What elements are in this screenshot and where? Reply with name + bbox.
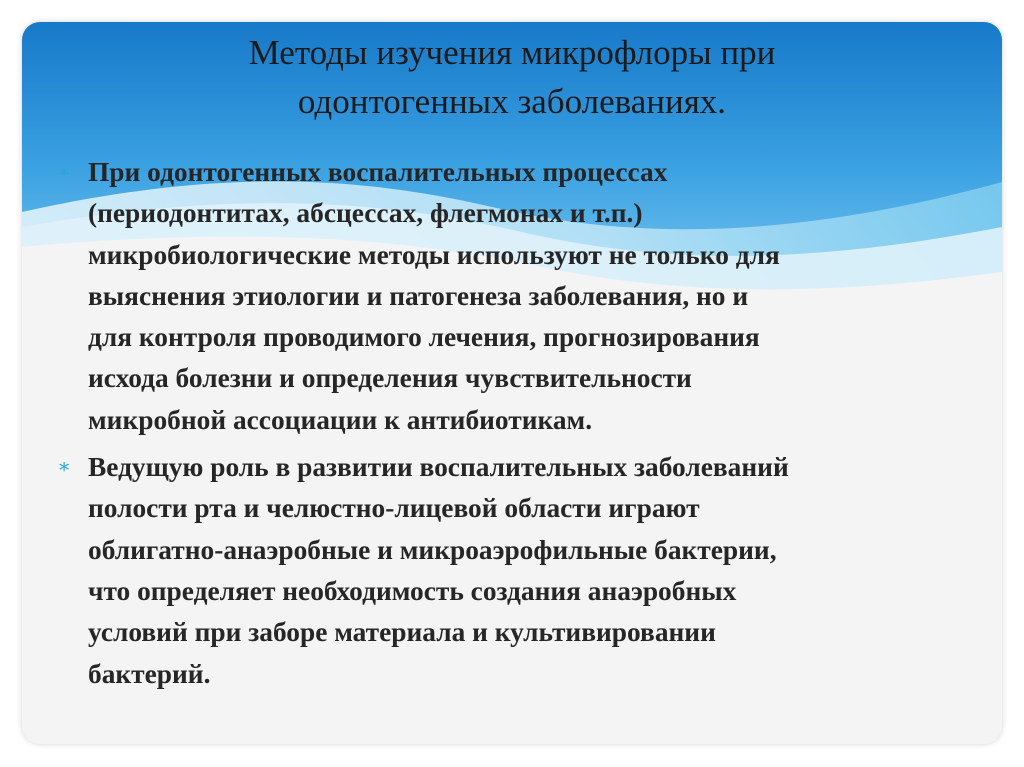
text-line: бактерий. — [88, 658, 211, 689]
text-line: для контроля проводимого лечения, прогнозирования — [88, 322, 760, 353]
text-line: Ведущую роль в развитии воспалительных заболеваний — [88, 452, 789, 483]
text-line: микробной ассоциации к антибиотикам. — [88, 404, 593, 435]
bullet-star-icon: ∗ — [57, 456, 71, 479]
text-line: выяснения этиологии и патогенеза заболевания, но и — [88, 280, 749, 311]
bullet-star-icon: ∗ — [57, 161, 71, 183]
text-line: что определяет необходимость создания анаэробных — [88, 575, 737, 606]
text-line: условий при заборе материала и культивировании — [88, 617, 716, 648]
bullet-list — [57, 152, 980, 701]
bullet-item — [57, 152, 980, 441]
slide — [22, 22, 1002, 744]
title-line: одонтогенных заболеваниях. — [297, 82, 727, 121]
text-line: микробиологические методы используют не только для — [88, 239, 780, 270]
text-line: полости рта и челюстно-лицевой области играют — [88, 493, 700, 524]
bullet-item — [57, 447, 980, 695]
text-line: (периодонтитах, абсцессах, флегмонах и т.п.) — [88, 198, 643, 229]
text-line: облигатно-анаэробные и микроаэрофильные бактерии, — [88, 534, 777, 565]
text-line: При одонтогенных воспалительных процессах — [88, 157, 668, 187]
title-line: Методы изучения микрофлоры при — [248, 33, 776, 72]
text-line: исхода болезни и определения чувствительности — [88, 363, 692, 394]
slide-title — [112, 28, 912, 126]
